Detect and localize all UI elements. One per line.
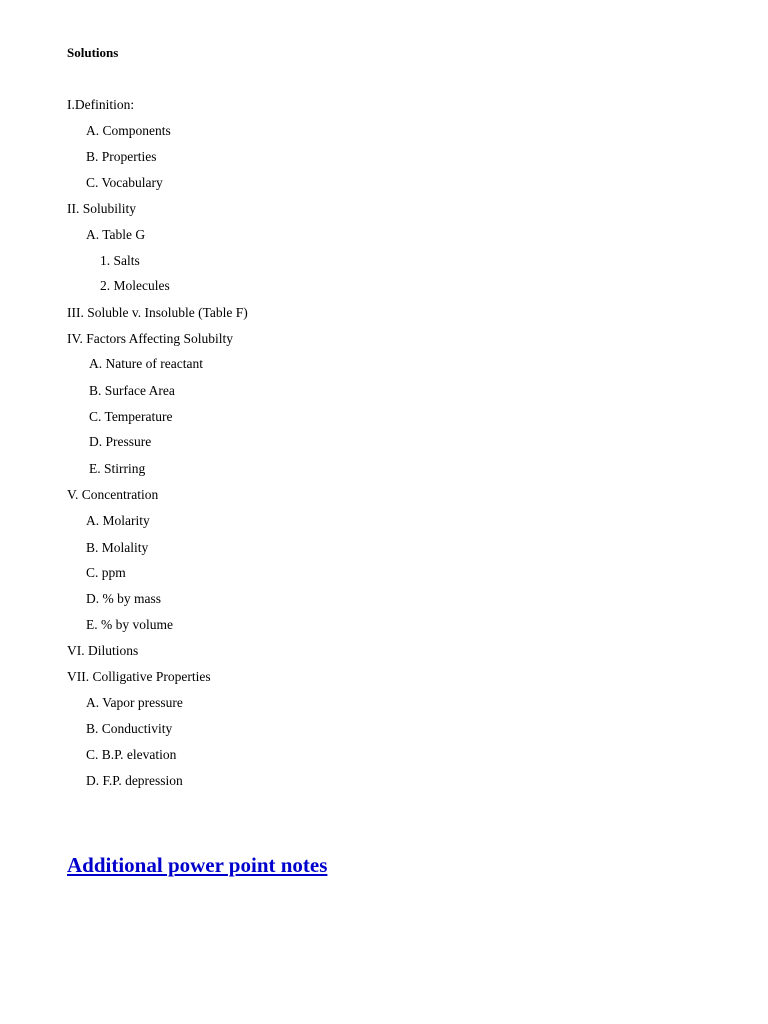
outline-item: C. Vocabulary bbox=[86, 175, 163, 190]
outline-item: E. Stirring bbox=[89, 461, 146, 476]
outline-item: D. % by mass bbox=[86, 591, 161, 606]
outline-heading-7: VII. Colligative Properties bbox=[67, 669, 211, 684]
outline-item: D. Pressure bbox=[89, 434, 152, 449]
outline-subitem: 2. Molecules bbox=[100, 278, 170, 293]
outline-item: B. Molality bbox=[86, 540, 149, 555]
outline-heading-4: IV. Factors Affecting Solubilty bbox=[67, 331, 233, 346]
outline-item: B. Surface Area bbox=[89, 383, 175, 398]
outline-heading-3: III. Soluble v. Insoluble (Table F) bbox=[67, 305, 248, 320]
outline-item: A. Nature of reactant bbox=[89, 356, 203, 371]
outline-item: D. F.P. depression bbox=[86, 773, 183, 788]
outline-item: A. Molarity bbox=[86, 513, 150, 528]
page-title: Solutions bbox=[67, 45, 119, 60]
outline-heading-6: VI. Dilutions bbox=[67, 643, 139, 658]
outline-item: B. Conductivity bbox=[86, 721, 173, 736]
outline-item: C. ppm bbox=[86, 565, 126, 580]
outline-item: E. % by volume bbox=[86, 617, 173, 632]
outline-item: C. Temperature bbox=[89, 409, 173, 424]
outline-item: A. Components bbox=[86, 123, 171, 138]
outline-subitem: 1. Salts bbox=[100, 253, 140, 268]
outline-item: A. Vapor pressure bbox=[86, 695, 183, 710]
outline-item: C. B.P. elevation bbox=[86, 747, 177, 762]
outline-heading-2: II. Solubility bbox=[67, 201, 137, 216]
outline-heading-1: I.Definition: bbox=[67, 97, 135, 112]
outline-heading-5: V. Concentration bbox=[67, 487, 159, 502]
outline-item: A. Table G bbox=[86, 227, 146, 242]
outline-item: B. Properties bbox=[86, 149, 157, 164]
additional-notes-link[interactable]: Additional power point notes bbox=[67, 853, 328, 877]
